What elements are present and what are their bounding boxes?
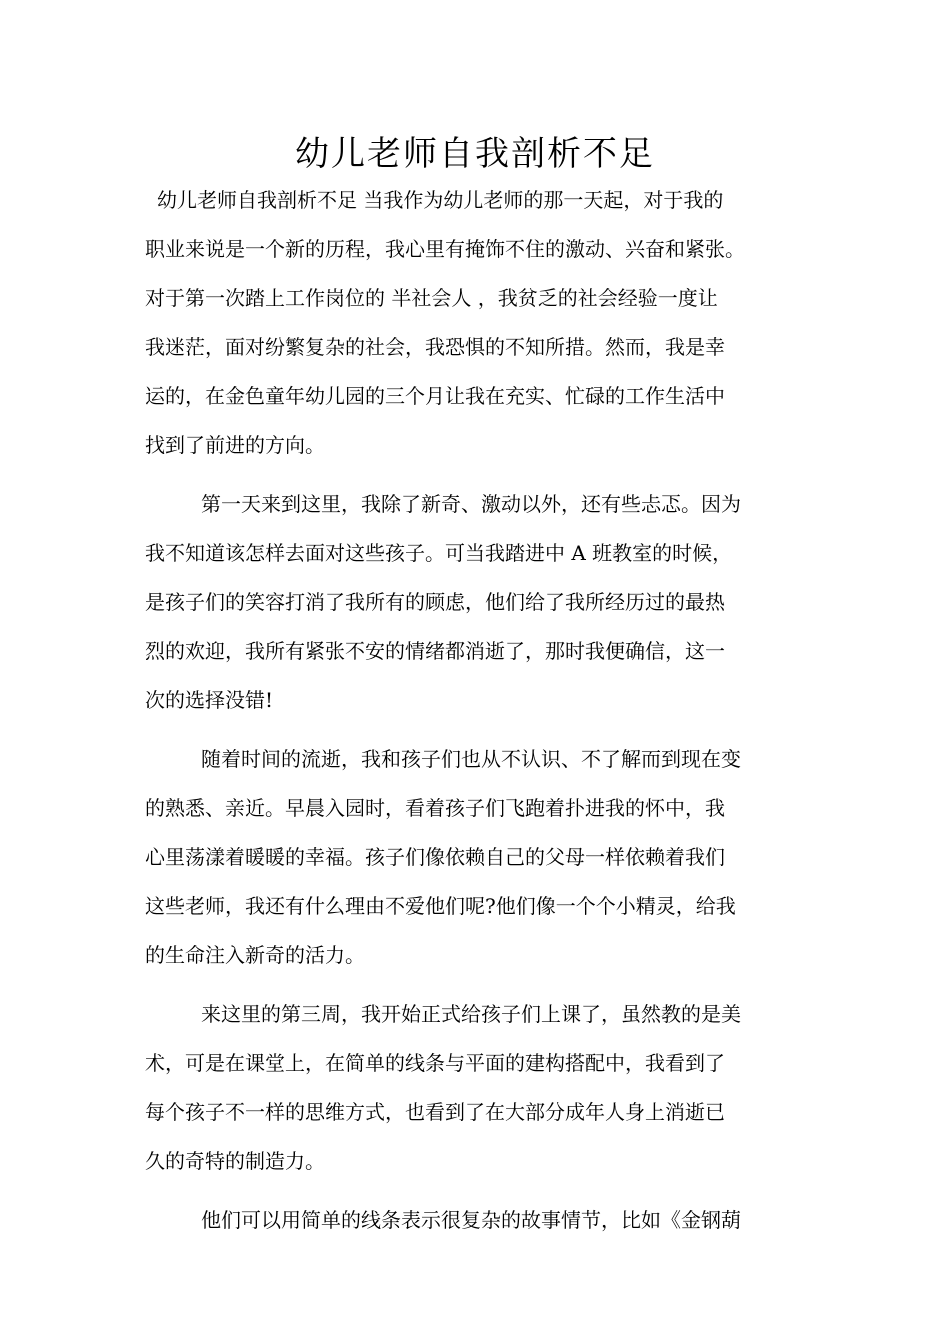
paragraph-4 xyxy=(145,990,810,1186)
paragraph-spacer xyxy=(145,980,810,990)
paragraph-line: 的熟悉、亲近。早晨入园时，看着孩子们飞跑着扑进我的怀中，我 xyxy=(145,796,725,820)
paragraph-5 xyxy=(145,1196,810,1245)
paragraph-line: 我不知道该怎样去面对这些孩子。可当我踏进中 A 班教室的时候， xyxy=(145,541,733,565)
paragraph-line: 对于第一次踏上工作岗位的 半社会人 ，我贫乏的社会经验一度让 xyxy=(145,286,718,310)
document-body xyxy=(145,176,810,1245)
paragraph-line: 他们可以用简单的线条表示很复杂的故事情节，比如《金钢葫 xyxy=(201,1208,741,1232)
paragraph-spacer xyxy=(145,725,810,735)
paragraph-line: 术，可是在课堂上，在简单的线条与平面的建构搭配中，我看到了 xyxy=(145,1051,725,1075)
paragraph-line: 运的，在金色童年幼儿园的三个月让我在充实、忙碌的工作生活中 xyxy=(145,384,725,408)
paragraph-line: 职业来说是一个新的历程，我心里有掩饰不住的激动、兴奋和紧张。 xyxy=(145,237,745,261)
paragraph-line: 每个孩子不一样的思维方式，也看到了在大部分成年人身上消逝已 xyxy=(145,1100,725,1124)
paragraph-line: 烈的欢迎，我所有紧张不安的情绪都消逝了，那时我便确信，这一 xyxy=(145,639,725,663)
paragraph-line: 的生命注入新奇的活力。 xyxy=(145,943,365,967)
paragraph-line: 找到了前进的方向。 xyxy=(145,433,325,457)
paragraph-spacer xyxy=(145,1186,810,1196)
paragraph-line: 随着时间的流逝，我和孩子们也从不认识、不了解而到现在变 xyxy=(201,747,741,771)
paragraph-line: 次的选择没错! xyxy=(145,688,274,712)
paragraph-spacer xyxy=(145,470,810,480)
paragraph-2 xyxy=(145,480,810,725)
paragraph-line: 第一天来到这里，我除了新奇、激动以外，还有些忐忑。因为 xyxy=(201,492,741,516)
paragraph-line: 来这里的第三周，我开始正式给孩子们上课了，虽然教的是美 xyxy=(201,1002,741,1026)
paragraph-line: 幼儿老师自我剖析不足 当我作为幼儿老师的那一天起，对于我的 xyxy=(157,188,724,212)
paragraph-line: 这些老师，我还有什么理由不爱他们呢?他们像一个个小精灵，给我 xyxy=(145,894,736,918)
paragraph-line: 久的奇特的制造力。 xyxy=(145,1149,325,1173)
paragraph-line: 是孩子们的笑容打消了我所有的顾虑，他们给了我所经历过的最热 xyxy=(145,590,725,614)
paragraph-1 xyxy=(145,176,810,470)
paragraph-3 xyxy=(145,735,810,980)
paragraph-line: 我迷茫，面对纷繁复杂的社会，我恐惧的不知所措。然而，我是幸 xyxy=(145,335,725,359)
page-title: 幼儿老师自我剖析不足 xyxy=(295,134,655,174)
paragraph-line: 心里荡漾着暖暖的幸福。孩子们像依赖自己的父母一样依赖着我们 xyxy=(145,845,725,869)
